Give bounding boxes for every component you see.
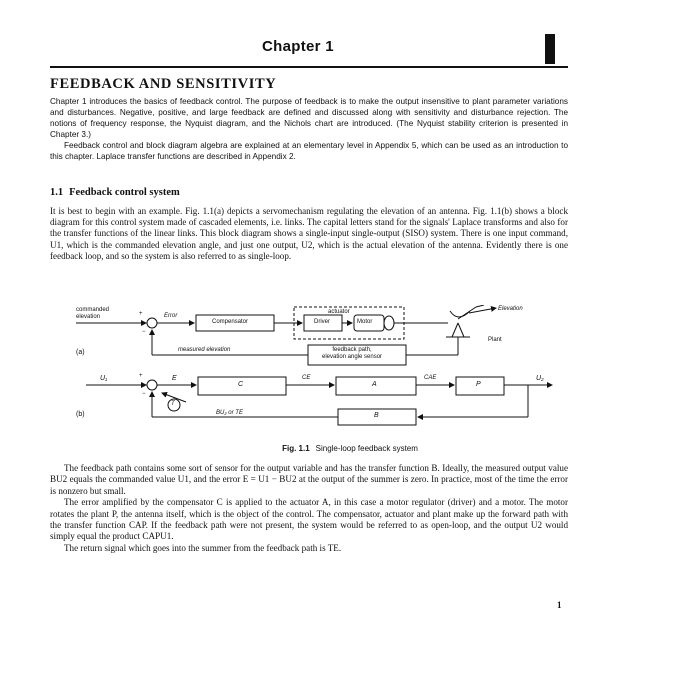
block-compensator: Compensator xyxy=(212,319,249,325)
body-section-2 xyxy=(50,463,568,554)
label-measured-elevation: measured elevation xyxy=(178,347,231,353)
chapter-thumb-tab xyxy=(545,34,555,64)
chapter-label: Chapter 1 xyxy=(262,38,334,55)
panel-label-a: (a) xyxy=(76,349,85,356)
chapter-introduction xyxy=(50,96,568,163)
signal-u1: U₁ xyxy=(100,375,108,382)
label-t: T xyxy=(171,401,175,407)
label-actuator: actuator xyxy=(328,309,350,315)
block-driver: Driver xyxy=(314,319,330,325)
section-title: Feedback control system xyxy=(69,187,180,198)
figure-1-1 xyxy=(66,305,566,445)
body-paragraph-3: The error amplified by the compensator C is applied to the actuator A, in this case a motor regulator (driver) and a motor. The motor rotates the plant P, the antenna itself, which is the object of the control. The compensator, actuator and plant make up the forward path with the transfer function CAP. If the feedback path were not present, the system would be referred to as open-loop, and the output U2 would simply equal the product CAPU1. xyxy=(50,497,568,542)
label-error-a: Error xyxy=(164,313,178,319)
signal-ce: CE xyxy=(302,375,311,381)
signal-cae: CAE xyxy=(424,375,437,381)
block-c: C xyxy=(238,381,244,388)
summer-minus-a: − xyxy=(142,329,146,335)
block-p: P xyxy=(476,381,481,388)
section-number: 1.1 xyxy=(50,187,64,198)
signal-u2: U₂ xyxy=(536,375,544,382)
body-paragraph-4: The return signal which goes into the summer from the feedback path is TE. xyxy=(64,542,342,553)
intro-paragraph-2: Feedback control and block diagram algebra are explained at an elementary level in Appendix 5, which can be used as an introduction to this chapter. Laplace transfer functions are described in Appendix 2. xyxy=(50,141,568,162)
section-heading xyxy=(50,187,180,198)
label-plant: Plant xyxy=(488,337,502,343)
header-rule xyxy=(50,66,568,68)
label-return-signal: BU₂ or TE xyxy=(216,410,243,416)
panel-label-b: (b) xyxy=(76,411,85,418)
chapter-title: FEEDBACK AND SENSITIVITY xyxy=(50,76,277,92)
summer-minus-b: − xyxy=(142,391,146,397)
body-paragraph-2: The feedback path contains some sort of sensor for the output variable and has the transfer function B. Ideally, the measured output value BU2 equals the commanded value U1, and the error E = U1 − BU2 at the output of the summer is zero. In practice, most of the time the error is nonzero but small. xyxy=(50,463,568,496)
intro-paragraph-1: Chapter 1 introduces the basics of feedback control. The purpose of feedback is to make the output insensitive to plant parameter variations and disturbances. Negative, positive, and large feedback are defined and discussed along with sensitivity and disturbance rejection. The notions of frequency response, the Nyquist diagram, and the Nichols chart are introduced. (The Nyquist stability criterion is presented in Chapter 3.) xyxy=(50,97,568,140)
block-feedback-path-sensor: feedback path, elevation angle sensor xyxy=(322,347,383,360)
label-elevation: Elevation xyxy=(498,306,523,312)
label-commanded-elevation: commanded elevation xyxy=(76,307,110,320)
block-b: B xyxy=(374,412,379,419)
summer-plus-a: + xyxy=(139,311,143,317)
figure-caption-text: Single-loop feedback system xyxy=(315,444,418,453)
figure-caption xyxy=(0,444,700,453)
body-paragraph-1: It is best to begin with an example. Fig. 1.1(a) depicts a servomechanism regulating the elevation of an antenna. Fig. 1.1(b) shows a block diagram for this control system made of cascaded elements, i.e. links. The capital letters stand for the signals' Laplace transforms and also for the transfer functions of the linear links. This block diagram shows a single-input single-output (SISO) system. There is one input command, U1, which is the commanded elevation angle, and just one output, U2, which is the actual elevation of the antenna. Evidently there is one feedback loop, and so the system is also referred to as single-loop. xyxy=(50,206,568,261)
figure-caption-number: Fig. 1.1 xyxy=(282,444,310,453)
block-motor: Motor xyxy=(357,319,373,325)
page-number: 1 xyxy=(557,600,562,610)
signal-e: E xyxy=(172,375,177,382)
block-a: A xyxy=(372,381,377,388)
summer-plus-b: + xyxy=(139,373,143,379)
